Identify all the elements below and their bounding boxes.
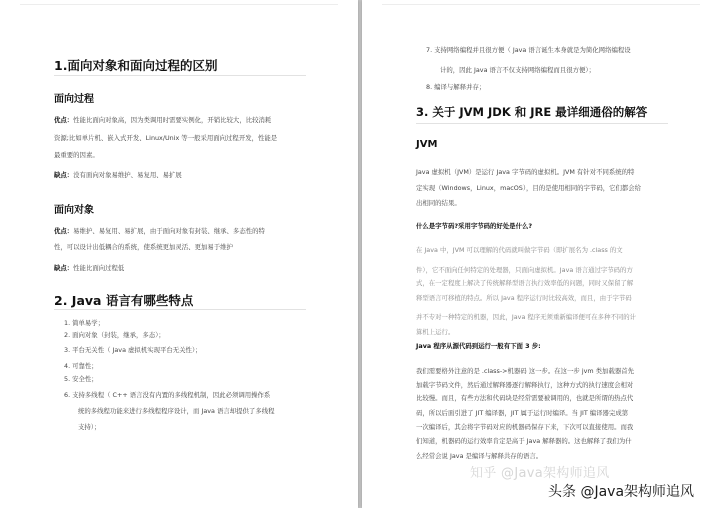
subheading-jvm: JVM bbox=[416, 139, 438, 150]
heading-oop-vs-pop: 1.面向对象和面向过程的区别 bbox=[54, 58, 218, 73]
subheading-procedural: 面向过程 bbox=[54, 94, 94, 105]
paragraph-oop-cons: 缺点：性能比面向过程低 bbox=[54, 264, 125, 272]
list-item-continuation: 统的多线程功能来进行多线程程序设计，而 Java 语言却提供了多线程 bbox=[78, 407, 275, 415]
document-page-left bbox=[0, 0, 358, 508]
paragraph-bytecode-line6: 算机上运行。 bbox=[416, 328, 455, 336]
list-item: 8. 编译与解释并存； bbox=[426, 83, 486, 91]
paragraph-procedural-pros-line1: 优点：性能比面向对象高，因为类调用时需要实例化，开销比较大，比较消耗 bbox=[54, 116, 272, 124]
paragraph-bytecode-line5: 并不专对一种特定的机器，因此，Java 程序无须重新编译便可在多种不同的计 bbox=[416, 313, 637, 321]
list-item: 6. 支持多线程（ C++ 语言没有内置的多线程机制，因此必须调用操作系 bbox=[64, 391, 271, 399]
page-top-rule bbox=[20, 4, 338, 5]
paragraph-jit-line1: 我们需要格外注意的是 .class->机器码 这一步。在这一步 jvm 类加载器首先 bbox=[416, 367, 635, 375]
paragraph-bytecode-line4: 释型语言可移植的特点。所以 Java 程序运行时比较高效，而且，由于字节码 bbox=[416, 294, 632, 302]
list-item: 5. 安全性； bbox=[64, 375, 98, 383]
paragraph-jvm-line2: 定实现（Windows，Linux，macOS），目的是使用相同的字节码，它们都会给 bbox=[416, 184, 642, 192]
page-top-rule bbox=[382, 4, 700, 5]
list-item: 1. 简单易学； bbox=[64, 319, 105, 327]
paragraph-jit-line4: 码，所以后面引进了 JIT 编译器，JIT 属于运行时编译。当 JIT 编译器完成第 bbox=[416, 409, 629, 417]
heading-underline bbox=[54, 75, 306, 76]
paragraph-bytecode-line2: 件），它不面向任何特定的处理器，只面向虚拟机。Java 语言通过字节码的方 bbox=[416, 266, 633, 274]
list-item: 3. 平台无关性（ Java 虚拟机实现平台无关性）； bbox=[64, 346, 202, 354]
heading-underline bbox=[54, 309, 306, 310]
paragraph-oop-pros-line2: 性，可以设计出低耦合的系统，使系统更加灵活、更加易于维护 bbox=[54, 243, 233, 251]
toutiao-watermark: 头条 @Java架构师追风 bbox=[548, 484, 695, 500]
question-bytecode: 什么是字节码?采用字节码的好处是什么? bbox=[416, 222, 533, 230]
list-item: 4. 可靠性； bbox=[64, 362, 98, 370]
list-item: 2. 面向对象（封装，继承，多态）； bbox=[64, 331, 165, 339]
subheading-object-oriented: 面向对象 bbox=[54, 205, 94, 216]
document-page-right bbox=[362, 0, 720, 508]
paragraph-bytecode-line3: 式，在一定程度上解决了传统解释型语言执行效率低的问题，同时又保留了解 bbox=[416, 279, 634, 287]
paragraph-jvm-line3: 出相同的结果。 bbox=[416, 199, 461, 207]
paragraph-jit-line3: 比较慢。而且，有些方法和代码块是经常需要被调用的，也就是所谓的热点代 bbox=[416, 394, 634, 402]
paragraph-bytecode-line1: 在 Java 中，JVM 可以理解的代码就叫做字节码（即扩展名为 .class 的文 bbox=[416, 246, 623, 254]
paragraph-jit-line2: 加载字节码文件，然后通过解释器逐行解释执行，这种方式的执行速度会相对 bbox=[416, 381, 634, 389]
paragraph-oop-pros-line1: 优点：易维护、易复用、易扩展，由于面向对象有封装、继承、多态性的特 bbox=[54, 227, 265, 235]
paragraph-jvm-line1: Java 虚拟机（JVM）是运行 Java 字节码的虚拟机。JVM 有针对不同系统的特 bbox=[416, 168, 635, 176]
list-item: 7. 支持网络编程并且很方便（ Java 语言诞生本身就是为简化网络编程设 bbox=[426, 46, 631, 54]
list-item-continuation: 计的，因此 Java 语言不仅支持网络编程而且很方便）； bbox=[440, 66, 595, 74]
paragraph-jit-line7: 么经常会说 Java 是编译与解释共存的语言。 bbox=[416, 452, 543, 460]
zhihu-watermark: 知乎 @Java架构师追风 bbox=[470, 466, 610, 481]
list-item-continuation: 支持）； bbox=[78, 423, 101, 431]
paragraph-procedural-cons: 缺点：没有面向对象易维护、易复用、易扩展 bbox=[54, 171, 182, 179]
heading-underline bbox=[416, 123, 668, 124]
heading-java-features: 2. Java 语言有哪些特点 bbox=[54, 293, 194, 308]
paragraph-procedural-pros-line2: 资源;比如单片机、嵌入式开发、Linux/Unix 等一般采用面向过程开发，性能是 bbox=[54, 134, 278, 142]
paragraph-jit-line6: 们知道，机器码的运行效率肯定是高于 Java 解释器的。这也解释了我们为什 bbox=[416, 437, 632, 445]
paragraph-jit-line5: 一次编译后，其会将字节码对应的机器码保存下来，下次可以直接使用。而我 bbox=[416, 423, 634, 431]
paragraph-procedural-pros-line3: 最重要的因素。 bbox=[54, 151, 99, 159]
heading-jvm-jdk-jre: 3. 关于 JVM JDK 和 JRE 最详细通俗的解答 bbox=[416, 105, 648, 119]
question-three-steps: Java 程序从源代码到运行一般有下面 3 步: bbox=[416, 342, 541, 350]
